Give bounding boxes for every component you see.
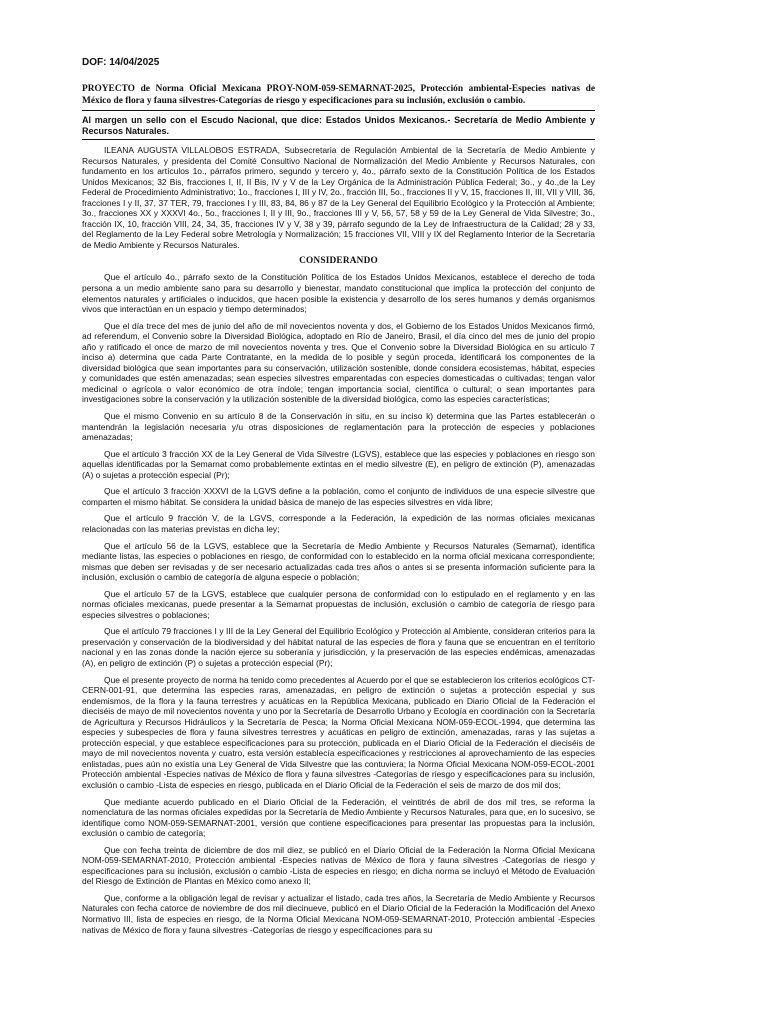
considerando-paragraph: Que el artículo 56 de la LGVS, establece que la Secretaría de Medio Ambiente y Recursos Naturales (Semarnat), identifica mediante listas, las especies o poblaciones en riesgo, de conformidad con lo establecido en la norma oficial mexicana correspondiente; mismas que deben ser revisadas y de ser necesario actualizadas cada tres años o antes si se presenta información suficiente para la inclusión, exclusión o cambio de categoría de alguna especie o población; — [82, 540, 595, 583]
considerando-paragraph: Que mediante acuerdo publicado en el Diario Oficial de la Federación, el veintitrés de abril de dos mil tres, se reforma la nomenclatura de las normas oficiales expedidas por la Secretaría de Medio Ambiente y Recursos Naturales, para que, en lo sucesivo, se identifique como NOM-059-SEMARNAT-2001, versión que contiene especificaciones para presentar las propuestas para la inclusión, exclusión o cambio de categoría; — [82, 796, 595, 839]
considerando-paragraph: Que el artículo 3 fracción XXXVI de la LGVS define a la población, como el conjunto de individuos de una especie silvestre que comparten el mismo hábitat. Se considera la unidad básica de manejo de las especies silvestres en vida libre; — [82, 486, 595, 507]
considerando-paragraph: Que el artículo 57 de la LGVS, establece que cualquier persona de conformidad con lo estipulado en el reglamento y en las normas oficiales mexicanas, puede presentar a la Semarnat propuestas de inclusión, exclusión o cambio de categoría de riesgo para especies silvestres o poblaciones; — [82, 588, 595, 620]
considerando-paragraph: Que el mismo Convenio en su artículo 8 de la Conservación in situ, en su inciso k) determina que las Partes establecerán o mantendrán la legislación necesaria y/u otras disposiciones de reglamentación para la protección de especies y poblaciones amenazadas; — [82, 411, 595, 443]
considerando-paragraph: Que el día trece del mes de junio del año de mil novecientos noventa y dos, el Gobierno de los Estados Unidos Mexicanos firmó, ad referendum, el Convenio sobre la Diversidad Biológica, adoptado en Río de Janeiro, Brasil, el día cinco del mes de junio del propio año y ratificado el once de marzo de mil novecientos noventa y tres. Que el Convenio sobre la Diversidad Biológica en su artículo 7 inciso a) determina que cada Parte Contratante, en la medida de lo posible y según proceda, identificará los componentes de la diversidad biológica que sean importantes para su conservación, utilización sostenible, donde considera ecosistemas, hábitat, especies y comunidades que estén amenazadas; sean especies silvestres emparentadas con especies domesticadas o cultivadas; tengan valor medicinal o agrícola o valor económico de otra índole; tengan importancia social, científica o cultural; o sean importantes para investigaciones sobre la conservación y la utilización sostenible de la diversidad biológica, como las especies características; — [82, 320, 595, 405]
section-heading: CONSIDERANDO — [299, 256, 378, 267]
considerando-paragraph: Que el artículo 3 fracción XX de la Ley General de Vida Silvestre (LGVS), establece que las especies y poblaciones en riesgo son aquellas identificadas por la Semarnat como probablemente extintas en el medio silvestre (E), en peligro de extinción (P), amenazadas (A) o sujetas a protección especial (Pr); — [82, 448, 595, 480]
considerando-paragraph: Que el artículo 4o., párrafo sexto de la Constitución Política de los Estados Unidos Mexicanos, establece el derecho de toda persona a un medio ambiente sano para su desarrollo y bienestar, mandato constitucional que implica la protección del conjunto de elementos naturales y artificiales o inducidos, que hacen posible la existencia y desarrollo de los seres humanos y demás organismos vivos que interactúan en un espacio y tiempo determinados; — [82, 272, 595, 315]
intro-paragraph: ILEANA AUGUSTA VILLALOBOS ESTRADA, Subsecretaria de Regulación Ambiental de la Secretaría de Medio Ambiente y Recursos Naturales, y presidenta del Comité Consultivo Nacional de Normalización del Medio Ambiente y Recursos Naturales, con fundamento en los artículos 1o., párrafos primero, segundo y tercero y, 4o., párrafo sexto de la Constitución Política de los Estados Unidos Mexicanos; 32 Bis, fracciones I, II, II Bis, IV y V de la Ley Orgánica de la Administración Pública Federal; 3o., y 4o.,de la Ley Federal de Procedimiento Administrativo; 1o., fracciones I, III y IV, 2o., fracción III, 5o., fracciones II y V, 15, fracciones II, III, VII y VIII, 36, fracciones I y II, 37, 37 TER, 79, fracciones I y III, 83, 84, 86 y 87 de la Ley General del Equilibrio Ecológico y la Protección al Ambiente; 3o., fracciones XX y XXXVI 4o., 5o., fracciones I, II y III, 9o., fracciones III y V, 56, 57, 58 y 59 de la Ley General de Vida Silvestre; 3o., fracción IX, 10, fracción VIII, 24, 34, 35, fracciones IV y V, 38 y 39, párrafo segundo de la Ley de Infraestructura de la Calidad; 28 y 33, del Reglamento de la Ley Federal sobre Metrología y Normalización; 15 fracciones VII, VIII y IX del Reglamento Interior de la Secretaría de Medio Ambiente y Recursos Naturales. — [82, 145, 595, 250]
considerando-paragraph: Que el artículo 9 fracción V, de la LGVS, corresponde a la Federación, la expedición de las normas oficiales mexicanas relacionadas con las materias previstas en dicha ley; — [82, 513, 595, 534]
document-title: PROYECTO de Norma Oficial Mexicana PROY-NOM-059-SEMARNAT-2025, Protección ambiental-Especies nativas de México de flora y fauna silvestres-Categorías de riesgo y especificaciones para su inclusión, exclusión o cambio. — [82, 83, 595, 111]
dof-date: DOF: 14/04/2025 — [82, 57, 160, 68]
considerando-paragraph: Que con fecha treinta de diciembre de dos mil diez, se publicó en el Diario Oficial de la Federación la Norma Oficial Mexicana NOM-059-SEMARNAT-2010, Protección ambiental -Especies nativas de México de flora y fauna silvestres -Categorías de riesgo y especificaciones para su inclusión, exclusión o cambio -Lista de especies en riesgo; en dicha norma se incluyó el Método de Evaluación del Riesgo de Extinción de Plantas en México como anexo II; — [82, 844, 595, 887]
considerando-paragraph: Que el presente proyecto de norma ha tenido como precedentes al Acuerdo por el que se establecieron los criterios ecológicos CT-CERN-001-91, que determina las especies raras, amenazadas, en peligro de extinción o sujetas a protección especial y sus endemismos, de la flora y la fauna terrestres y acuáticas en la República Mexicana, publicado en Diario Oficial de la Federación el dieciséis de mayo de mil novecientos noventa y uno por la Secretaría de Desarrollo Urbano y Ecología en coordinación con la Secretaría de Agricultura y Recursos Hidráulicos y la Secretaría de Pesca; la Norma Oficial Mexicana NOM-059-ECOL-1994, que determina las especies y subespecies de flora y fauna silvestres terrestres y acuáticas en peligro de extinción, amenazadas, raras y las sujetas a protección especial, y que establece especificaciones para su protección, publicada en el Diario Oficial de la Federación el dieciséis de mayo de mil novecientos noventa y cuatro, esta versión establecía especificaciones y restricciones al aprovechamiento de las especies enlistadas, pues aún no existía una Ley General de Vida Silvestre que las contuviera; la Norma Oficial Mexicana NOM-059-ECOL-2001 Protección ambiental -Especies nativas de México de flora y fauna silvestres -Categorías de riesgo y especificaciones para su inclusión, exclusión o cambio -Lista de especies en riesgo, publicada en el Diario Oficial de la Federación el seis de marzo de dos mil dos; — [82, 674, 595, 790]
considerando-paragraph: Que, conforme a la obligación legal de revisar y actualizar el listado, cada tres años, la Secretaría de Medio Ambiente y Recursos Naturales con fecha catorce de noviembre de dos mil diecinueve, publicó en el Diario Oficial de la Federación la Modificación del Anexo Normativo III, lista de especies en riesgo, de la Norma Oficial Mexicana NOM-059-SEMARNAT-2010, Protección ambiental -Especies nativas de México de flora y fauna silvestres -Categorías de riesgo y especificaciones para su — [82, 892, 595, 935]
margin-note: Al margen un sello con el Escudo Nacional, que dice: Estados Unidos Mexicanos.- Secretaría de Medio Ambiente y Recursos Naturales. — [82, 115, 595, 140]
considerando-paragraph: Que el artículo 79 fracciones I y III de la Ley General del Equilibrio Ecológico y Protección al Ambiente, consideran criterios para la preservación y conservación de la biodiversidad y del hábitat natural de las especies de flora y fauna que se encuentran en el territorio nacional y en las zonas donde la nación ejerce su soberanía y jurisdicción, y la preservación de las especies endémicas, amenazadas (A), en peligro de extinción (P) o sujetas a protección especial (Pr); — [82, 626, 595, 668]
